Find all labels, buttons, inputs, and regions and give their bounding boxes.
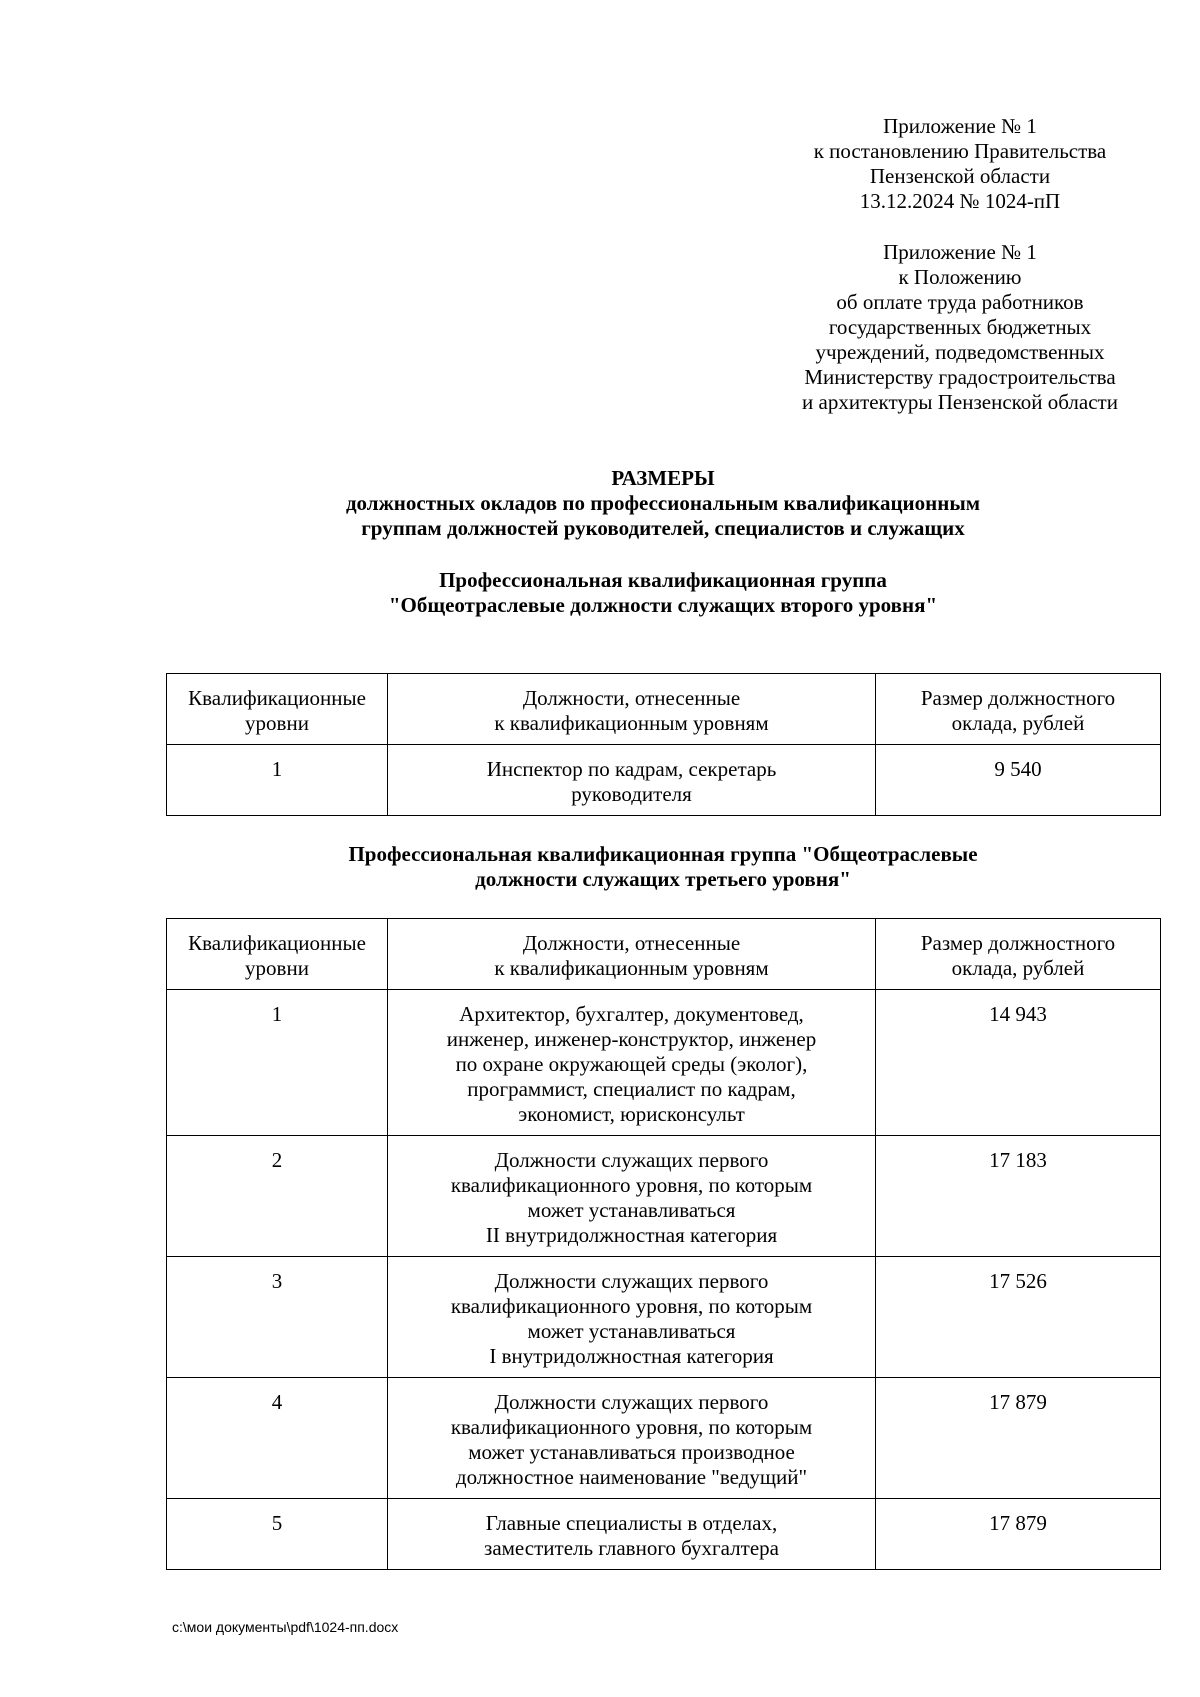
position-line: может устанавливаться производное [468,1440,795,1464]
appendix-line: учреждений, подведомственных [815,340,1105,364]
cell-positions [388,990,876,1136]
appendix-line: Пензенской области [869,164,1051,188]
appendix-line: Приложение № 1 [883,114,1037,138]
table-row [167,1499,1161,1570]
position-line: квалификационного уровня, по которым [450,1173,813,1197]
footer-file-path: c:\мои документы\pdf\1024-пп.docx [172,1619,399,1635]
cell-positions [388,745,876,816]
column-header-level [167,919,388,990]
cell-salary: 14 943 [876,990,1161,1136]
header-line: оклада, рублей [951,711,1085,735]
position-line: квалификационного уровня, по которым [450,1415,813,1439]
group-heading-second-level [166,568,1160,618]
column-header-positions [388,919,876,990]
table-row [167,1257,1161,1378]
table-header-row [167,674,1161,745]
position-line: Инспектор по кадрам, секретарь [486,757,777,781]
appendix-to-resolution [770,114,1150,214]
cell-level: 1 [167,745,388,816]
position-line: может устанавливаться [527,1198,736,1222]
position-line: должностное наименование "ведущий" [455,1465,808,1489]
header-line: оклада, рублей [951,956,1085,980]
appendix-line: Министерству градостроительства [804,365,1116,389]
column-header-salary [876,674,1161,745]
position-line: экономист, юрисконсульт [518,1102,745,1126]
position-line: заместитель главного бухгалтера [484,1536,779,1560]
position-line: программист, специалист по кадрам, [467,1077,796,1101]
header-line: Размер должностного [920,931,1116,955]
table-header-row [167,919,1161,990]
appendix-line: Приложение № 1 [883,240,1037,264]
title-line: РАЗМЕРЫ [611,466,715,490]
cell-salary: 17 879 [876,1378,1161,1499]
header-line: Размер должностного [920,686,1116,710]
header-line: к квалификационным уровням [494,956,769,980]
position-line: Должности служащих первого [494,1269,769,1293]
position-line: квалификационного уровня, по которым [450,1294,813,1318]
header-line: уровни [245,711,309,735]
cell-level: 3 [167,1257,388,1378]
position-line: II внутридолжностная категория [485,1223,778,1247]
cell-salary: 9 540 [876,745,1161,816]
position-line: Должности служащих первого [494,1148,769,1172]
title-line: группам должностей руководителей, специалистов и служащих [361,516,965,540]
cell-level: 2 [167,1136,388,1257]
document-title [166,466,1160,541]
group-heading-line: Профессиональная квалификационная группа [439,568,887,592]
table-body [167,745,1161,816]
group-heading-line: должности служащих третьего уровня" [475,867,851,891]
column-header-positions [388,674,876,745]
header-line: Должности, отнесенные [522,931,741,955]
cell-level: 1 [167,990,388,1136]
cell-positions [388,1136,876,1257]
position-line: инженер, инженер-конструктор, инженер [446,1027,817,1051]
table-body [167,990,1161,1570]
appendix-line: 13.12.2024 № 1024-пП [859,189,1061,213]
table-row [167,1378,1161,1499]
position-line: Главные специалисты в отделах, [485,1511,778,1535]
salary-table-second-level [166,673,1161,816]
salary-table-third-level [166,918,1161,1570]
table-row [167,990,1161,1136]
cell-level: 4 [167,1378,388,1499]
header-line: уровни [245,956,309,980]
appendix-line: к Положению [898,265,1022,289]
table-row [167,745,1161,816]
cell-salary: 17 526 [876,1257,1161,1378]
cell-positions [388,1499,876,1570]
cell-positions [388,1378,876,1499]
position-line: I внутридолжностная категория [489,1344,774,1368]
group-heading-line: "Общеотраслевые должности служащих второго уровня" [388,593,938,617]
header-line: Должности, отнесенные [522,686,741,710]
appendix-line: об оплате труда работников [836,290,1084,314]
appendix-line: к постановлению Правительства [813,139,1107,163]
appendix-line: государственных бюджетных [828,315,1092,339]
cell-level: 5 [167,1499,388,1570]
position-line: по охране окружающей среды (эколог), [455,1052,808,1076]
header-line: к квалификационным уровням [494,711,769,735]
position-line: Архитектор, бухгалтер, документовед, [459,1002,804,1026]
column-header-salary [876,919,1161,990]
cell-positions [388,1257,876,1378]
position-line: может устанавливаться [527,1319,736,1343]
cell-salary: 17 183 [876,1136,1161,1257]
group-heading-line: Профессиональная квалификационная группа "Общеотраслевые [348,842,978,866]
position-line: Должности служащих первого [494,1390,769,1414]
column-header-level [167,674,388,745]
appendix-line: и архитектуры Пензенской области [802,390,1118,414]
title-line: должностных окладов по профессиональным квалификационным [345,491,981,515]
table-row [167,1136,1161,1257]
cell-salary: 17 879 [876,1499,1161,1570]
group-heading-third-level [166,842,1160,892]
header-line: Квалификационные [188,686,366,710]
header-line: Квалификационные [188,931,366,955]
position-line: руководителя [571,782,692,806]
appendix-to-regulation [770,240,1150,415]
